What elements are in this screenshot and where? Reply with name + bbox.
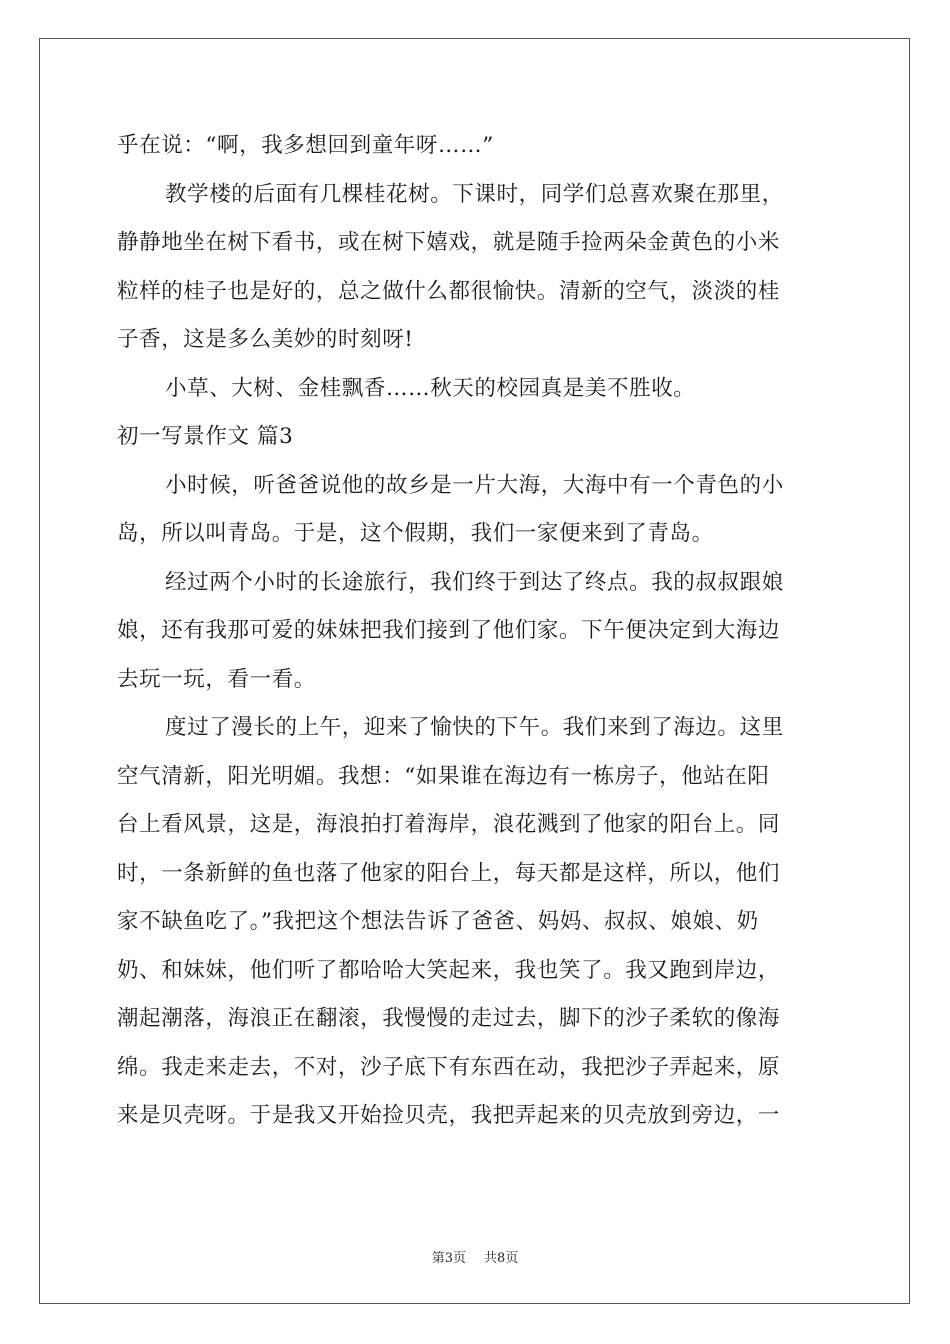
paragraph-start: 经过两个小时的长途旅行，我们终于到达了终点。我的叔叔跟娘 (165, 569, 784, 595)
text-line: 乎在说：“啊，我多想回到童年呀……” (117, 133, 494, 158)
page-number: 第3页 (431, 1251, 466, 1266)
paragraph-start: 小草、大树、金桂飘香……秋天的校园真是美不胜收。 (165, 375, 696, 401)
paragraph-start: 小时候，听爸爸说他的故乡是一片大海，大海中有一个青色的小 (165, 472, 784, 498)
text-line: 子香，这是多么美妙的时刻呀! (117, 327, 414, 352)
document-body (117, 128, 837, 1147)
text-line: 岛，所以叫青岛。于是，这个假期，我们一家便来到了青岛。 (117, 521, 714, 546)
text-line: 奶、和妹妹，他们听了都哈哈大笑起来，我也笑了。我又跑到岸边， (117, 957, 781, 983)
text-line: 绵。我走来走去，不对，沙子底下有东西在动，我把沙子弄起来，原 (117, 1054, 781, 1080)
text-line: 家不缺鱼吃了。”我把这个想法告诉了爸爸、妈妈、叔叔、娘娘、奶 (117, 909, 759, 934)
text-line: 潮起潮落，海浪正在翻滚，我慢慢的走过去，脚下的沙子柔软的像海 (117, 1006, 781, 1031)
page-total: 共8页 (484, 1251, 519, 1266)
page-footer (0, 1247, 950, 1266)
text-line: 静静地坐在树下看书，或在树下嬉戏，就是随手捡两朵金黄色的小米 (117, 230, 781, 255)
text-line: 粒样的桂子也是好的，总之做什么都很愉快。清新的空气，淡淡的桂 (117, 278, 781, 304)
text-line: 来是贝壳呀。于是我又开始捡贝壳，我把弄起来的贝壳放到旁边，一 (117, 1103, 781, 1128)
text-line: 空气清新，阳光明媚。我想：“如果谁在海边有一栋房子，他站在阳 (117, 763, 770, 789)
section-heading: 初一写景作文 篇3 (117, 424, 294, 449)
text-line: 去玩一玩，看一看。 (117, 666, 316, 692)
text-line: 台上看风景，这是，海浪拍打着海岸，浪花溅到了他家的阳台上。同 (117, 812, 781, 837)
text-line: 娘，还有我那可爱的妹妹把我们接到了他们家。下午便决定到大海边 (117, 618, 781, 643)
paragraph-start: 教学楼的后面有几棵桂花树。下课时，同学们总喜欢聚在那里， (165, 181, 784, 207)
paragraph-start: 度过了漫长的上午，迎来了愉快的下午。我们来到了海边。这里 (165, 715, 784, 740)
text-line: 时，一条新鲜的鱼也落了他家的阳台上，每天都是这样，所以，他们 (117, 860, 781, 886)
